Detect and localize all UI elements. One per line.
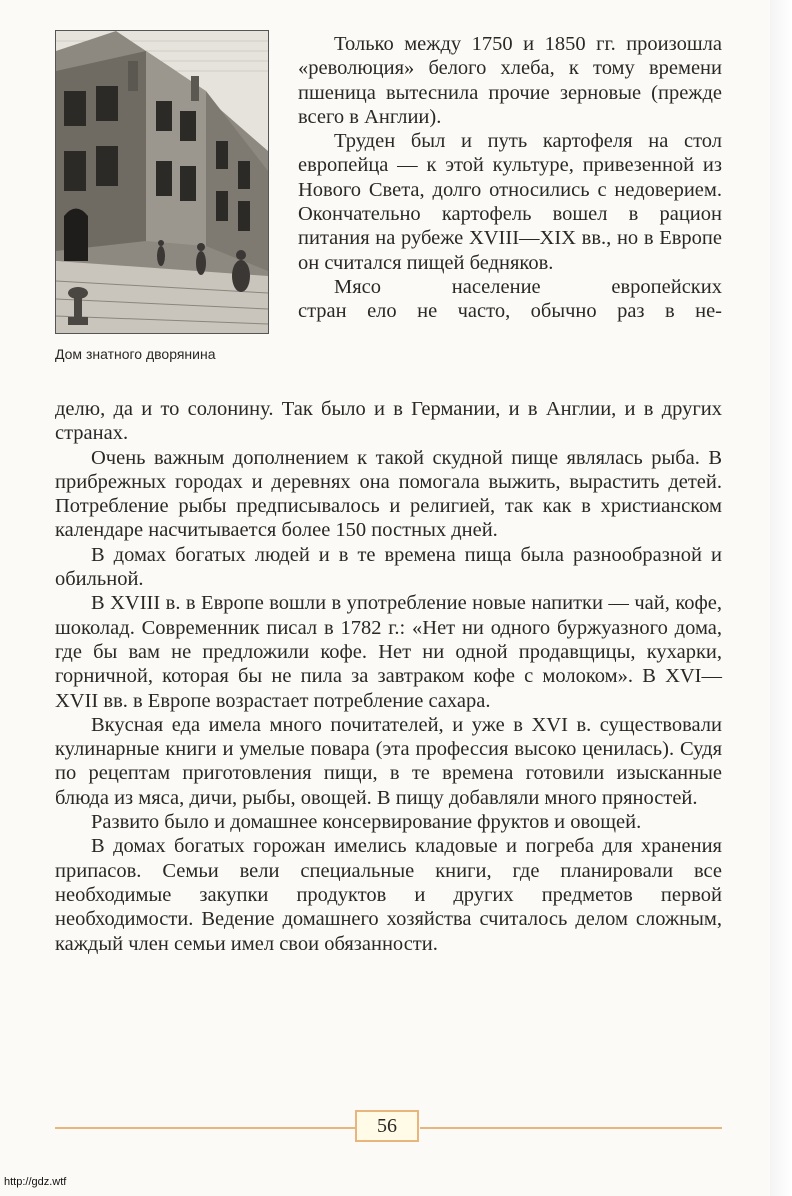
paragraph-meat-start	[298, 275, 722, 299]
paragraph-fish: Очень важным дополнением к такой скудной пище являлась рыба. В прибрежных городах и деревнях она помогала выжить, вырастить детей. Потребление рыбы предписывалось и религией, так как в христианском календаре насчитывается более 150 постных дней.	[55, 446, 722, 542]
paragraph-bread: Только между 1750 и 1850 гг. произошла «революция» белого хлеба, к тому времени пшеница вытеснила прочие зерновые (прежде всего в Англии).	[298, 33, 722, 128]
paragraph-cookbooks: Вкусная еда имела много почитателей, и уже в XVI в. существовали кулинарные книги и умелые повара (эта профессия высоко ценилась). Судя по рецептам приготовления пищи, в те времена готовили изысканные блюда из мяса, дичи, рыбы, овощей. В пищу добавляли много пряностей.	[55, 713, 722, 809]
paragraph-preserving: Развито было и домашнее консервирование фруктов и овощей.	[91, 811, 642, 834]
house-engraving-image	[56, 31, 268, 333]
paragraph-drinks: В XVIII в. в Европе вошли в употребление новые напитки — чай, кофе, шоколад. Современник писал в 1782 г.: «Нет ни одного буржуазного дома, где бы вам не предложили кофе. Нет ни одной продавщицы, кухарки, горничной, которая бы не пила за завтраком кофе с молоком». В XVI— XVII вв. в Европе возрастает потребление сахара.	[55, 592, 722, 712]
paragraph-meat-tail: делю, да и то солонину. Так было и в Германии, и в Англии, и в других странах.	[55, 398, 722, 445]
figure-caption: Дом знатного дворянина	[55, 346, 216, 362]
meat-head: Мясо население европейских	[334, 275, 722, 298]
page-number: 56	[355, 1110, 419, 1142]
paragraph-potato: Труден был и путь картофеля на стол европейца — к этой культуре, привезенной из Нового Света, долго относились с недоверием. Окончательно картофель вошел в рацион питания на рубеже XVIII—XIX вв., но в Европе он считался пищей бедняков.	[298, 130, 722, 274]
watermark-link[interactable]: http://gdz.wtf	[4, 1176, 67, 1188]
paragraph-meat-line2: стран ело не часто, обычно раз в не-	[298, 300, 722, 323]
paragraph-pantries: В домах богатых горожан имелись кладовые и погреба для хранения припасов. Семьи вели специальные книги, где планировали все необходимые закупки продуктов и других предметов первой необходимости. Ведение домашнего хозяйства считалось делом сложным, каждый член семьи имел свои обязанности.	[55, 835, 722, 955]
page-edge	[770, 0, 792, 1196]
illustration-noble-house	[55, 30, 269, 334]
text-column-full	[55, 397, 722, 956]
paragraph-rich-food: В домах богатых людей и в те времена пища была разнообразной и обильной.	[55, 543, 722, 591]
text-column-right	[298, 32, 722, 324]
footer-rule-left	[55, 1127, 355, 1129]
footer-rule-right	[420, 1127, 722, 1129]
